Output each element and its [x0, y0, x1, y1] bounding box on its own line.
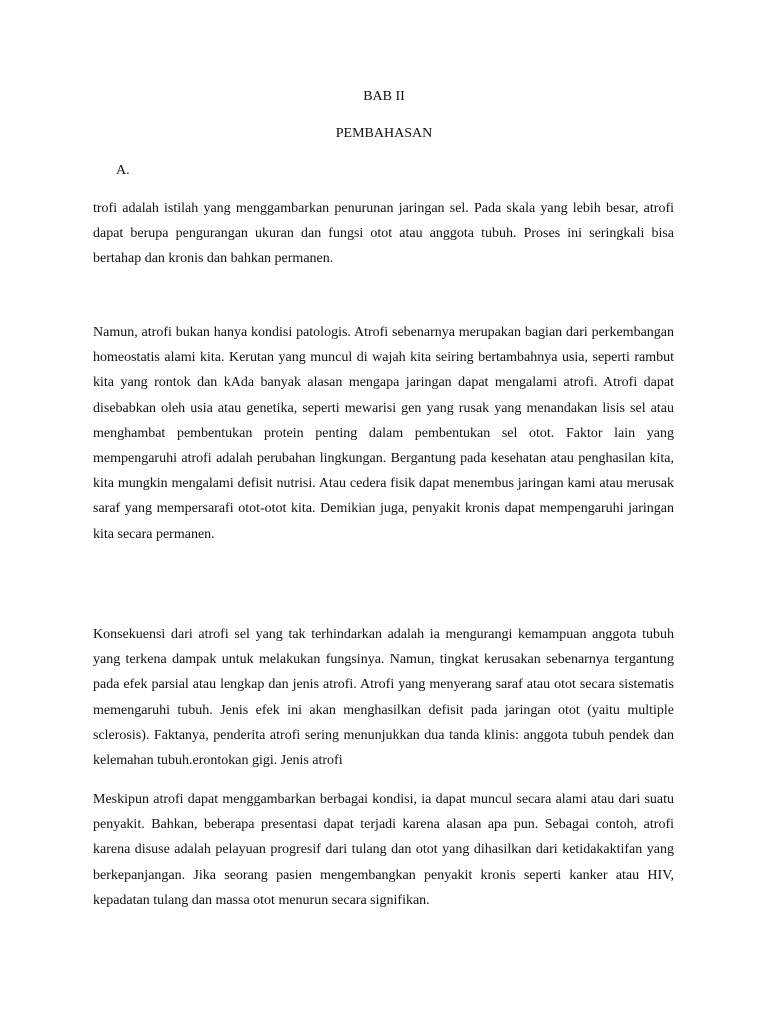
paragraph-3: Konsekuensi dari atrofi sel yang tak terhindarkan adalah ia mengurangi kemampuan anggota tubuh yang terkena dampak untuk melakukan fungsinya. Namun, tingkat kerusakan sebenarnya tergantung pada efek parsial atau lengkap dan jenis atrofi. Atrofi yang menyerang saraf atau otot secara sistematis memengaruhi tubuh. Jenis efek ini akan menghasilkan defisit pada jaringan otot (yaitu multiple sclerosis). Faktanya, penderita atrofi sering menunjukkan dua tanda klinis: anggota tubuh pendek dan kelemahan tubuh.erontokan gigi. Jenis atrofi — [93, 627, 674, 769]
paragraph-1: trofi adalah istilah yang menggambarkan penurunan jaringan sel. Pada skala yang lebih besar, atrofi dapat berupa pengurangan ukuran dan fungsi otot atau anggota tubuh. Proses ini seringkali bisa bertahap dan kronis dan bahkan permanen. — [93, 201, 674, 267]
section-title: PEMBAHASAN — [335, 126, 433, 141]
chapter-heading: BAB II — [363, 89, 405, 104]
paragraph-2: Namun, atrofi bukan hanya kondisi patologis. Atrofi sebenarnya merupakan bagian dari perkembangan homeostatis alami kita. Kerutan yang muncul di wajah kita seiring bertambahnya usia, seperti rambut kita yang rontok dan kAda banyak alasan mengapa jaringan dapat mengalami atrofi. Atrofi dapat disebabkan oleh usia atau genetika, seperti mewarisi gen yang rusak yang menandakan lisis sel atau menghambat pembentukan protein penting dalam pembentukan sel otot. Faktor lain yang mempengaruhi atrofi adalah perubahan lingkungan. Bergantung pada kesehatan atau penghasilan kita, kita mungkin mengalami defisit nutrisi. Atau cedera fisik dapat menembus jaringan kami atau merusak saraf yang mempersarafi otot-otot kita. Demikian juga, penyakit kronis dapat mempengaruhi jaringan kita secara permanen. — [93, 325, 674, 542]
paragraph-4: Meskipun atrofi dapat menggambarkan berbagai kondisi, ia dapat muncul secara alami atau dari suatu penyakit. Bahkan, beberapa presentasi dapat terjadi karena alasan apa pun. Sebagai contoh, atrofi karena disuse adalah pelayuan progresif dari tulang dan otot yang dihasilkan dari ketidakaktifan yang berkepanjangan. Jika seorang pasien mengembangkan penyakit kronis seperti kanker atau HIV, kepadatan tulang dan massa otot menurun secara signifikan. — [93, 792, 674, 908]
subsection-label: A. — [116, 163, 130, 178]
